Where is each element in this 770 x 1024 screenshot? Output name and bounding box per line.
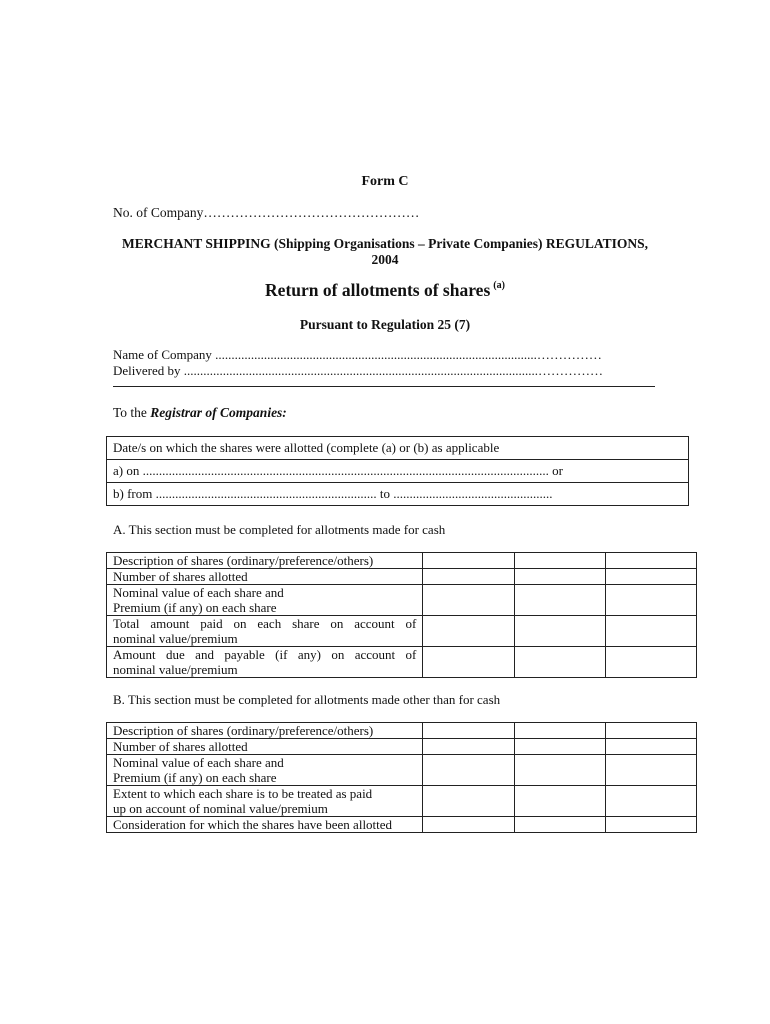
row-label: Total amount paid on each share on account of nominal value/premium (107, 616, 423, 647)
allotment-dates-table (106, 436, 689, 506)
table-row (107, 817, 697, 833)
table-row (107, 569, 697, 585)
section-b-heading: B. This section must be completed for allotments made other than for cash (113, 692, 501, 707)
value-cell (423, 647, 514, 678)
value-cell (514, 585, 605, 616)
regulations-heading (110, 236, 660, 268)
row-label: Consideration for which the shares have been allotted (107, 817, 423, 833)
value-cell (423, 786, 514, 817)
section-a-heading: A. This section must be completed for allotments made for cash (113, 522, 446, 537)
return-title (0, 280, 770, 301)
value-cell (514, 755, 605, 786)
form-title: Form C (361, 174, 409, 189)
value-cell (605, 553, 696, 569)
addressee-prefix: To the (113, 405, 151, 420)
pursuant-regulation: Pursuant to Regulation 25 (7) (299, 317, 471, 332)
allotment-date-b: b) from .................................................................... to ................................................. (107, 483, 689, 506)
value-cell (605, 739, 696, 755)
return-title-text: Return of allotments of shares (265, 280, 491, 300)
value-cell (605, 817, 696, 833)
value-cell (514, 647, 605, 678)
row-label: Extent to which each share is to be treated as paid up on account of nominal value/premium (107, 786, 423, 817)
allotment-date-a: a) on ............................................................................................................................. or (107, 460, 689, 483)
table-row (107, 553, 697, 569)
name-of-company-field: Name of Company ...................................................................................................…………… (113, 347, 602, 362)
table-row (107, 786, 697, 817)
value-cell (605, 755, 696, 786)
table-row (107, 739, 697, 755)
value-cell (605, 647, 696, 678)
row-label: Nominal value of each share and Premium (if any) on each share (107, 585, 423, 616)
table-row (107, 585, 697, 616)
value-cell (514, 786, 605, 817)
row-label: Amount due and payable (if any) on account of nominal value/premium (107, 647, 423, 678)
table-row (107, 647, 697, 678)
return-title-note: (a) (493, 280, 505, 291)
row-label: Description of shares (ordinary/preference/others) (107, 723, 423, 739)
addressee-line (113, 405, 287, 421)
value-cell (423, 739, 514, 755)
value-cell (423, 723, 514, 739)
value-cell (605, 569, 696, 585)
value-cell (605, 786, 696, 817)
row-label: Description of shares (ordinary/preference/others) (107, 553, 423, 569)
table-row (107, 616, 697, 647)
addressee-registrar: Registrar of Companies: (150, 405, 287, 420)
section-b-table (106, 722, 697, 833)
value-cell (514, 723, 605, 739)
company-number-field: No. of Company………………………………………… (113, 205, 420, 220)
value-cell (423, 817, 514, 833)
regulations-line-2: 2004 (371, 252, 399, 267)
value-cell (423, 616, 514, 647)
value-cell (514, 553, 605, 569)
value-cell (514, 616, 605, 647)
table-row (107, 755, 697, 786)
table-row (107, 723, 697, 739)
value-cell (423, 569, 514, 585)
value-cell (605, 723, 696, 739)
row-label: Nominal value of each share and Premium (if any) on each share (107, 755, 423, 786)
value-cell (514, 569, 605, 585)
divider-line (113, 386, 655, 387)
row-label: Number of shares allotted (107, 739, 423, 755)
value-cell (605, 585, 696, 616)
value-cell (423, 755, 514, 786)
regulations-line-1: MERCHANT SHIPPING (Shipping Organisations – Private Companies) REGULATIONS, (121, 236, 649, 251)
value-cell (423, 585, 514, 616)
delivered-by-field: Delivered by .............................................................................................................…………… (113, 363, 604, 378)
allotment-dates-header: Date/s on which the shares were allotted (complete (a) or (b) as applicable (107, 437, 689, 460)
value-cell (605, 616, 696, 647)
row-label: Number of shares allotted (107, 569, 423, 585)
section-a-table (106, 552, 697, 678)
value-cell (423, 553, 514, 569)
value-cell (514, 739, 605, 755)
value-cell (514, 817, 605, 833)
